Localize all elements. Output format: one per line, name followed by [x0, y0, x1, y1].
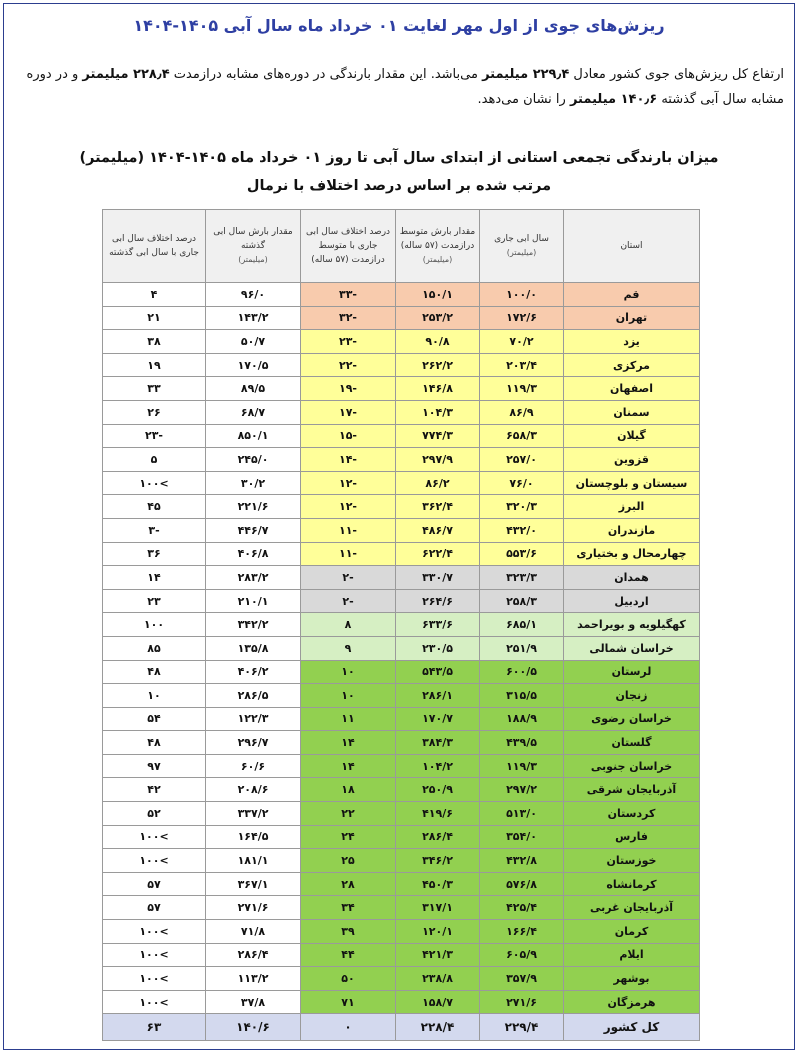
diff-vs-previous-cell: ۵۴: [103, 707, 206, 731]
long-term-average-cell: ۳۶۲/۴: [396, 495, 480, 519]
diff-vs-average-cell: ۲۴: [301, 825, 396, 849]
previous-year-cell: ۶۰/۶: [206, 754, 301, 778]
current-year-cell: ۶۰۵/۹: [480, 943, 564, 967]
diff-vs-previous-cell: -۲۳: [103, 424, 206, 448]
current-year-cell: ۱۰۰/۰: [480, 283, 564, 307]
table-body: [103, 283, 700, 1014]
province-cell: اردبیل: [564, 589, 700, 613]
table-header-row: [103, 210, 700, 283]
diff-vs-previous-cell: ۴: [103, 283, 206, 307]
diff-vs-previous-cell: ۱۰۰: [103, 613, 206, 637]
diff-vs-previous-cell: ۵۷: [103, 872, 206, 896]
header-long-term-average: مقدار بارش متوسط درازمدت (۵۷ ساله) (میلیمتر): [396, 210, 480, 283]
diff-vs-average-cell: ۱۸: [301, 778, 396, 802]
previous-year-cell: ۲۱۰/۱: [206, 589, 301, 613]
diff-vs-previous-cell: ۱۴: [103, 566, 206, 590]
current-year-cell: ۱۱۹/۳: [480, 754, 564, 778]
previous-year-cell: ۳۷/۸: [206, 990, 301, 1014]
current-year-cell: ۲۵۸/۳: [480, 589, 564, 613]
previous-year-cell: ۹۶/۰: [206, 283, 301, 307]
intro-value-current: ۲۲۹٫۴ میلیمتر: [482, 67, 570, 82]
long-term-average-cell: ۷۷۴/۳: [396, 424, 480, 448]
province-cell: خراسان رضوی: [564, 707, 700, 731]
table-title: [4, 144, 794, 200]
table-row: [103, 448, 700, 472]
diff-vs-average-cell: ۳۹: [301, 920, 396, 944]
previous-year-cell: ۱۱۳/۲: [206, 967, 301, 991]
diff-vs-average-cell: ۱۴: [301, 754, 396, 778]
diff-vs-previous-cell: ۴۸: [103, 660, 206, 684]
diff-vs-average-cell: ۷۱: [301, 990, 396, 1014]
table-row: [103, 589, 700, 613]
current-year-cell: ۶۸۵/۱: [480, 613, 564, 637]
province-cell: فارس: [564, 825, 700, 849]
diff-vs-previous-cell: ۴۲: [103, 778, 206, 802]
diff-vs-average-cell: -۳۲: [301, 306, 396, 330]
current-year-cell: ۲۵۱/۹: [480, 636, 564, 660]
diff-vs-average-cell: ۱۴: [301, 731, 396, 755]
long-term-average-cell: ۱۵۸/۷: [396, 990, 480, 1014]
current-year-cell: ۸۶/۹: [480, 400, 564, 424]
header-diff-vs-previous: درصد اختلاف سال ابی جاری با سال ابی گذشته: [103, 210, 206, 283]
long-term-average-cell: ۳۴۶/۲: [396, 849, 480, 873]
long-term-average-cell: ۲۹۷/۹: [396, 448, 480, 472]
diff-vs-previous-cell: ۵۲: [103, 802, 206, 826]
diff-vs-previous-cell: >۱۰۰: [103, 825, 206, 849]
diff-vs-average-cell: -۱۷: [301, 400, 396, 424]
total-province-cell: کل کشور: [564, 1014, 700, 1041]
intro-paragraph: [16, 62, 784, 112]
long-term-average-cell: ۴۵۰/۳: [396, 872, 480, 896]
diff-vs-previous-cell: ۲۱: [103, 306, 206, 330]
current-year-cell: ۳۵۷/۹: [480, 967, 564, 991]
table-row: [103, 542, 700, 566]
long-term-average-cell: ۳۸۴/۳: [396, 731, 480, 755]
province-cell: زنجان: [564, 684, 700, 708]
province-cell: کرمان: [564, 920, 700, 944]
previous-year-cell: ۴۴۶/۷: [206, 518, 301, 542]
diff-vs-previous-cell: >۱۰۰: [103, 920, 206, 944]
long-term-average-cell: ۳۳۰/۷: [396, 566, 480, 590]
previous-year-cell: ۱۴۳/۲: [206, 306, 301, 330]
document-title: ریزش‌های جوی از اول مهر لغایت ۰۱ خرداد ماه سال آبی ۱۴۰۵-۱۴۰۴: [133, 16, 665, 35]
province-cell: اصفهان: [564, 377, 700, 401]
table-row: [103, 495, 700, 519]
province-cell: قم: [564, 283, 700, 307]
current-year-cell: ۲۰۳/۴: [480, 353, 564, 377]
current-year-cell: ۷۶/۰: [480, 471, 564, 495]
province-cell: گلستان: [564, 731, 700, 755]
province-cell: سیستان و بلوچستان: [564, 471, 700, 495]
diff-vs-average-cell: -۱۹: [301, 377, 396, 401]
diff-vs-previous-cell: ۸۵: [103, 636, 206, 660]
current-year-cell: ۳۱۵/۵: [480, 684, 564, 708]
current-year-cell: ۲۹۷/۲: [480, 778, 564, 802]
current-year-cell: ۵۷۶/۸: [480, 872, 564, 896]
header-diff-vs-average: درصد اختلاف سال ابی جاری با متوسط درازمدت (۵۷ ساله): [301, 210, 396, 283]
long-term-average-cell: ۲۵۰/۹: [396, 778, 480, 802]
previous-year-cell: ۱۳۵/۸: [206, 636, 301, 660]
previous-year-cell: ۳۰/۲: [206, 471, 301, 495]
previous-year-cell: ۴۰۶/۸: [206, 542, 301, 566]
diff-vs-average-cell: -۲۳: [301, 330, 396, 354]
table-row: [103, 566, 700, 590]
diff-vs-average-cell: -۱۱: [301, 518, 396, 542]
table-row: [103, 778, 700, 802]
table-row: [103, 684, 700, 708]
table-row: [103, 990, 700, 1014]
previous-year-cell: ۵۰/۷: [206, 330, 301, 354]
diff-vs-previous-cell: ۹۷: [103, 754, 206, 778]
long-term-average-cell: ۱۷۰/۷: [396, 707, 480, 731]
diff-vs-previous-cell: ۳۶: [103, 542, 206, 566]
table-title-line-2: مرتب شده بر اساس درصد اختلاف با نرمال: [246, 178, 552, 194]
intro-text-2: می‌باشد. این مقدار بارندگی در دوره‌های مشابه درازمدت: [169, 67, 483, 82]
table-row: [103, 377, 700, 401]
current-year-cell: ۱۸۸/۹: [480, 707, 564, 731]
province-cell: قزوین: [564, 448, 700, 472]
current-year-cell: ۴۳۲/۰: [480, 518, 564, 542]
header-current-year: سال ابی جاری (میلیمتر): [480, 210, 564, 283]
table-row: [103, 306, 700, 330]
table-row: [103, 518, 700, 542]
diff-vs-previous-cell: >۱۰۰: [103, 471, 206, 495]
long-term-average-cell: ۱۰۴/۳: [396, 400, 480, 424]
diff-vs-average-cell: -۲: [301, 566, 396, 590]
diff-vs-previous-cell: -۳: [103, 518, 206, 542]
current-year-cell: ۶۵۸/۳: [480, 424, 564, 448]
previous-year-cell: ۸۹/۵: [206, 377, 301, 401]
table-row: [103, 754, 700, 778]
previous-year-cell: ۱۸۱/۱: [206, 849, 301, 873]
diff-vs-previous-cell: >۱۰۰: [103, 990, 206, 1014]
diff-vs-previous-cell: ۱۰: [103, 684, 206, 708]
diff-vs-average-cell: -۱۲: [301, 495, 396, 519]
diff-vs-average-cell: -۳۳: [301, 283, 396, 307]
current-year-cell: ۱۷۲/۶: [480, 306, 564, 330]
table-row: [103, 400, 700, 424]
diff-vs-previous-cell: ۲۳: [103, 589, 206, 613]
current-year-cell: ۱۶۶/۴: [480, 920, 564, 944]
diff-vs-previous-cell: >۱۰۰: [103, 943, 206, 967]
total-diff-average-cell: ۰: [301, 1014, 396, 1041]
diff-vs-previous-cell: ۳۸: [103, 330, 206, 354]
table-row: [103, 920, 700, 944]
long-term-average-cell: ۴۸۶/۷: [396, 518, 480, 542]
province-cell: بوشهر: [564, 967, 700, 991]
province-cell: آذربایجان غربی: [564, 896, 700, 920]
previous-year-cell: ۳۶۷/۱: [206, 872, 301, 896]
diff-vs-average-cell: ۵۰: [301, 967, 396, 991]
province-cell: گیلان: [564, 424, 700, 448]
table-row: [103, 636, 700, 660]
total-diff-previous-cell: ۶۳: [103, 1014, 206, 1041]
previous-year-cell: ۷۱/۸: [206, 920, 301, 944]
diff-vs-average-cell: -۲۲: [301, 353, 396, 377]
table-row: [103, 849, 700, 873]
province-cell: خوزستان: [564, 849, 700, 873]
table-row: [103, 731, 700, 755]
current-year-cell: ۱۱۹/۳: [480, 377, 564, 401]
province-cell: سمنان: [564, 400, 700, 424]
diff-vs-average-cell: -۱۵: [301, 424, 396, 448]
long-term-average-cell: ۸۶/۲: [396, 471, 480, 495]
diff-vs-previous-cell: ۴۵: [103, 495, 206, 519]
diff-vs-average-cell: -۱۱: [301, 542, 396, 566]
previous-year-cell: ۲۸۳/۲: [206, 566, 301, 590]
long-term-average-cell: ۲۸۶/۴: [396, 825, 480, 849]
table-row: [103, 330, 700, 354]
table-title-line-1: میزان بارندگی تجمعی استانی از ابتدای سال آبی تا روز ۰۱ خرداد ماه ۱۴۰۵-۱۴۰۴ (میلیمتر): [79, 150, 719, 166]
diff-vs-average-cell: ۲۲: [301, 802, 396, 826]
diff-vs-average-cell: ۹: [301, 636, 396, 660]
diff-vs-previous-cell: ۵: [103, 448, 206, 472]
previous-year-cell: ۱۷۰/۵: [206, 353, 301, 377]
province-cell: تهران: [564, 306, 700, 330]
previous-year-cell: ۲۴۵/۰: [206, 448, 301, 472]
current-year-cell: ۳۲۳/۳: [480, 566, 564, 590]
table-row: [103, 872, 700, 896]
diff-vs-previous-cell: >۱۰۰: [103, 849, 206, 873]
long-term-average-cell: ۶۳۳/۶: [396, 613, 480, 637]
previous-year-cell: ۳۴۲/۲: [206, 613, 301, 637]
table-row: [103, 707, 700, 731]
diff-vs-average-cell: -۱۲: [301, 471, 396, 495]
table-row: [103, 943, 700, 967]
table-row: [103, 660, 700, 684]
intro-value-previous: ۱۴۰٫۶ میلیمتر: [569, 92, 658, 107]
current-year-cell: ۴۲۵/۴: [480, 896, 564, 920]
long-term-average-cell: ۲۳۸/۸: [396, 967, 480, 991]
long-term-average-cell: ۲۸۶/۱: [396, 684, 480, 708]
long-term-average-cell: ۱۲۰/۱: [396, 920, 480, 944]
diff-vs-average-cell: -۱۴: [301, 448, 396, 472]
current-year-cell: ۳۵۴/۰: [480, 825, 564, 849]
table-row: [103, 825, 700, 849]
intro-text-1: ارتفاع کل ریزش‌های جوی کشور معادل: [569, 67, 784, 82]
previous-year-cell: ۴۰۶/۲: [206, 660, 301, 684]
province-cell: یزد: [564, 330, 700, 354]
previous-year-cell: ۲۷۱/۶: [206, 896, 301, 920]
diff-vs-average-cell: ۸: [301, 613, 396, 637]
total-row: [103, 1014, 700, 1041]
table-row: [103, 967, 700, 991]
current-year-cell: ۲۷۱/۶: [480, 990, 564, 1014]
diff-vs-previous-cell: ۱۹: [103, 353, 206, 377]
diff-vs-previous-cell: ۳۳: [103, 377, 206, 401]
province-cell: خراسان شمالی: [564, 636, 700, 660]
province-cell: مرکزی: [564, 353, 700, 377]
province-cell: البرز: [564, 495, 700, 519]
current-year-cell: ۷۰/۲: [480, 330, 564, 354]
long-term-average-cell: ۱۴۶/۸: [396, 377, 480, 401]
province-cell: ایلام: [564, 943, 700, 967]
previous-year-cell: ۲۰۸/۶: [206, 778, 301, 802]
province-cell: کرمانشاه: [564, 872, 700, 896]
table-row: [103, 283, 700, 307]
province-cell: خراسان جنوبی: [564, 754, 700, 778]
long-term-average-cell: ۴۲۱/۳: [396, 943, 480, 967]
diff-vs-previous-cell: ۵۷: [103, 896, 206, 920]
table-row: [103, 802, 700, 826]
long-term-average-cell: ۲۶۲/۲: [396, 353, 480, 377]
diff-vs-previous-cell: ۲۶: [103, 400, 206, 424]
long-term-average-cell: ۴۱۹/۶: [396, 802, 480, 826]
current-year-cell: ۴۳۹/۵: [480, 731, 564, 755]
long-term-average-cell: ۱۵۰/۱: [396, 283, 480, 307]
long-term-average-cell: ۲۶۴/۶: [396, 589, 480, 613]
long-term-average-cell: ۳۱۷/۱: [396, 896, 480, 920]
current-year-cell: ۴۳۲/۸: [480, 849, 564, 873]
rainfall-table: [102, 209, 700, 1041]
long-term-average-cell: ۲۳۰/۵: [396, 636, 480, 660]
long-term-average-cell: ۹۰/۸: [396, 330, 480, 354]
diff-vs-average-cell: -۲: [301, 589, 396, 613]
previous-year-cell: ۱۶۴/۵: [206, 825, 301, 849]
header-previous-year: مقدار بارش سال ابی گذشته (میلیمتر): [206, 210, 301, 283]
province-cell: مازندران: [564, 518, 700, 542]
intro-text-4: را نشان می‌دهد.: [477, 92, 570, 107]
current-year-cell: ۲۵۷/۰: [480, 448, 564, 472]
previous-year-cell: ۶۸/۷: [206, 400, 301, 424]
total-current-cell: ۲۲۹/۴: [480, 1014, 564, 1041]
table-row: [103, 896, 700, 920]
province-cell: آذربایجان شرقی: [564, 778, 700, 802]
current-year-cell: ۵۵۳/۶: [480, 542, 564, 566]
long-term-average-cell: ۱۰۴/۲: [396, 754, 480, 778]
previous-year-cell: ۳۳۷/۲: [206, 802, 301, 826]
table-row: [103, 424, 700, 448]
diff-vs-average-cell: ۲۵: [301, 849, 396, 873]
long-term-average-cell: ۶۲۲/۴: [396, 542, 480, 566]
total-previous-cell: ۱۴۰/۶: [206, 1014, 301, 1041]
province-cell: کردستان: [564, 802, 700, 826]
province-cell: لرستان: [564, 660, 700, 684]
province-cell: چهارمحال و بختیاری: [564, 542, 700, 566]
province-cell: همدان: [564, 566, 700, 590]
diff-vs-average-cell: ۴۴: [301, 943, 396, 967]
header-province: استان: [564, 210, 700, 283]
current-year-cell: ۵۱۳/۰: [480, 802, 564, 826]
previous-year-cell: ۲۸۶/۵: [206, 684, 301, 708]
intro-text-3: و در دوره مشابه سال آبی گذشته: [26, 67, 784, 107]
intro-value-longterm: ۲۲۸٫۴ میلیمتر: [82, 67, 170, 82]
diff-vs-average-cell: ۳۴: [301, 896, 396, 920]
current-year-cell: ۶۰۰/۵: [480, 660, 564, 684]
long-term-average-cell: ۲۵۳/۲: [396, 306, 480, 330]
previous-year-cell: ۲۹۶/۷: [206, 731, 301, 755]
diff-vs-average-cell: ۱۱: [301, 707, 396, 731]
province-cell: کهگیلویه و بویراحمد: [564, 613, 700, 637]
diff-vs-previous-cell: >۱۰۰: [103, 967, 206, 991]
table-row: [103, 353, 700, 377]
previous-year-cell: ۲۲۱/۶: [206, 495, 301, 519]
current-year-cell: ۳۲۰/۳: [480, 495, 564, 519]
total-average-cell: ۲۲۸/۴: [396, 1014, 480, 1041]
table-row: [103, 471, 700, 495]
table-row: [103, 613, 700, 637]
previous-year-cell: ۸۵۰/۱: [206, 424, 301, 448]
previous-year-cell: ۱۲۲/۳: [206, 707, 301, 731]
diff-vs-average-cell: ۱۰: [301, 684, 396, 708]
diff-vs-average-cell: ۲۸: [301, 872, 396, 896]
diff-vs-average-cell: ۱۰: [301, 660, 396, 684]
province-cell: هرمزگان: [564, 990, 700, 1014]
long-term-average-cell: ۵۴۳/۵: [396, 660, 480, 684]
diff-vs-previous-cell: ۴۸: [103, 731, 206, 755]
previous-year-cell: ۲۸۶/۴: [206, 943, 301, 967]
